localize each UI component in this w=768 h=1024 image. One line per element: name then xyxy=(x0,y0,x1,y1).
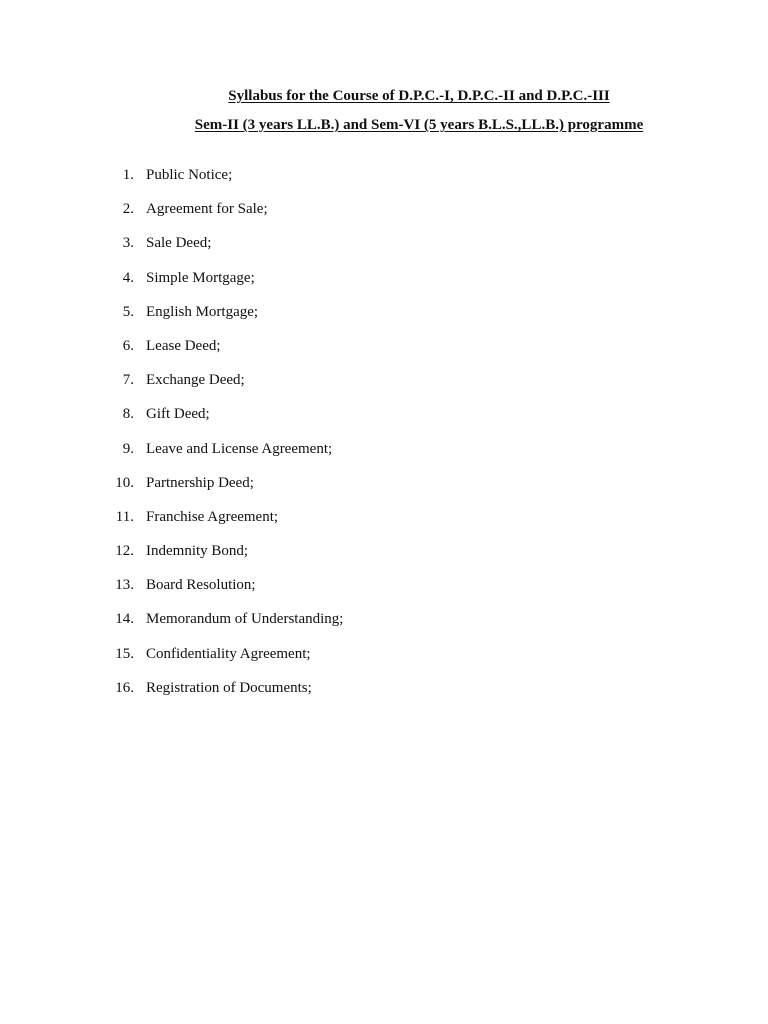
list-item-text: Simple Mortgage; xyxy=(146,269,255,286)
list-item-text: Confidentiality Agreement; xyxy=(146,645,311,662)
list-item-number: 11. xyxy=(115,508,134,525)
document-title: Syllabus for the Course of D.P.C.-I, D.P.C.-II and D.P.C.-III xyxy=(228,88,610,104)
list-item xyxy=(0,508,768,542)
list-item-number: 14. xyxy=(115,611,134,628)
list-item-text: Exchange Deed; xyxy=(146,372,245,389)
list-item xyxy=(0,234,768,268)
list-item-number: 4. xyxy=(122,269,134,286)
list-item-text: Memorandum of Understanding; xyxy=(146,611,344,628)
list-item-number: 10. xyxy=(115,474,134,491)
list-item-number: 7. xyxy=(122,372,134,389)
list-item-number: 6. xyxy=(122,337,134,354)
list-item-text: Lease Deed; xyxy=(146,337,221,354)
syllabus-list xyxy=(0,166,768,713)
list-item-text: Leave and License Agreement; xyxy=(146,440,333,457)
document-subtitle: Sem-II (3 years LL.B.) and Sem-VI (5 years B.L.S.,LL.B.) programme xyxy=(194,117,644,133)
list-item-number: 16. xyxy=(115,679,134,696)
list-item-text: Registration of Documents; xyxy=(146,679,312,696)
list-item-text: Sale Deed; xyxy=(146,235,212,252)
list-item xyxy=(0,679,768,713)
list-item-number: 3. xyxy=(122,235,134,252)
list-item-text: English Mortgage; xyxy=(146,303,259,320)
list-item xyxy=(0,440,768,474)
list-item xyxy=(0,645,768,679)
list-item xyxy=(0,371,768,405)
list-item-number: 8. xyxy=(122,406,134,423)
list-item-text: Gift Deed; xyxy=(146,406,210,423)
list-item-text: Partnership Deed; xyxy=(146,474,254,491)
list-item xyxy=(0,337,768,371)
list-item-text: Indemnity Bond; xyxy=(146,543,249,560)
list-item-number: 15. xyxy=(115,645,134,662)
list-item xyxy=(0,269,768,303)
list-item-text: Public Notice; xyxy=(146,167,233,183)
list-item xyxy=(0,405,768,439)
list-item-text: Board Resolution; xyxy=(146,577,256,594)
list-item xyxy=(0,610,768,644)
list-item xyxy=(0,542,768,576)
list-item-text: Franchise Agreement; xyxy=(146,508,279,525)
list-item-number: 1. xyxy=(122,167,134,183)
list-item-number: 13. xyxy=(115,577,134,594)
list-item xyxy=(0,166,768,200)
list-item xyxy=(0,576,768,610)
list-item-text: Agreement for Sale; xyxy=(146,201,268,218)
list-item-number: 12. xyxy=(115,543,134,560)
list-item-number: 2. xyxy=(122,201,134,218)
list-item xyxy=(0,474,768,508)
list-item-number: 9. xyxy=(122,440,134,457)
list-item xyxy=(0,200,768,234)
list-item xyxy=(0,303,768,337)
list-item-number: 5. xyxy=(122,303,134,320)
